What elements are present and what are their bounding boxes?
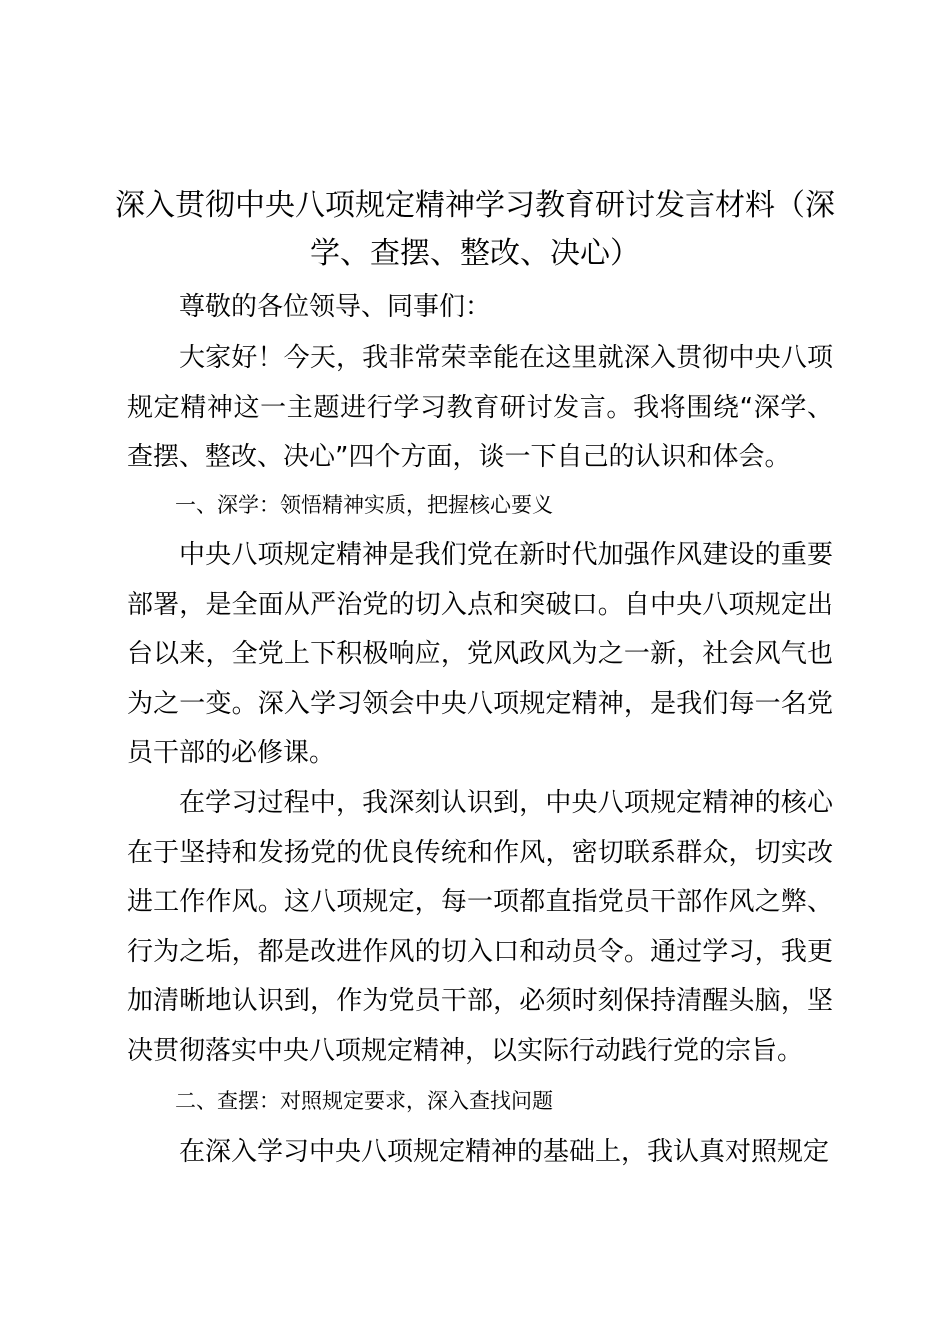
- document-title: 深入贯彻中央八项规定精神学习教育研讨发言材料（深学、查摆、整改、决心）: [115, 188, 835, 271]
- section-two-heading: 二、查摆：对照规定要求，深入查找问题: [175, 1089, 553, 1113]
- section-one-heading: 一、深学：领悟精神实质，把握核心要义: [175, 493, 553, 517]
- salutation: 尊敬的各位领导、同事们：: [179, 292, 492, 322]
- section-one-paragraph-1: 中央八项规定精神是我们党在新时代加强作风建设的重要部署，是全面从严治党的切入点和突破口。自中央八项规定出台以来，全党上下积极响应，党风政风为之一新，社会风气也为之一变。深入学习领会中央八项规定精神，是我们每一名党员干部的必修课。: [127, 540, 833, 768]
- section-two-paragraph-1: 在深入学习中央八项规定精神的基础上，我认真对照规定: [179, 1137, 830, 1167]
- intro-paragraph: 大家好！今天，我非常荣幸能在这里就深入贯彻中央八项规定精神这一主题进行学习教育研讨发言。我将围绕“深学、查摆、整改、决心”四个方面，谈一下自己的认识和体会。: [127, 343, 833, 472]
- section-one-paragraph-2: 在学习过程中，我深刻认识到，中央八项规定精神的核心在于坚持和发扬党的优良传统和作风，密切联系群众，切实改进工作作风。这八项规定，每一项都直指党员干部作风之弊、行为之垢，都是改进作风的切入口和动员令。通过学习，我更加清晰地认识到，作为党员干部，必须时刻保持清醒头脑，坚决贯彻落实中央八项规定精神，以实际行动践行党的宗旨。: [127, 788, 833, 1066]
